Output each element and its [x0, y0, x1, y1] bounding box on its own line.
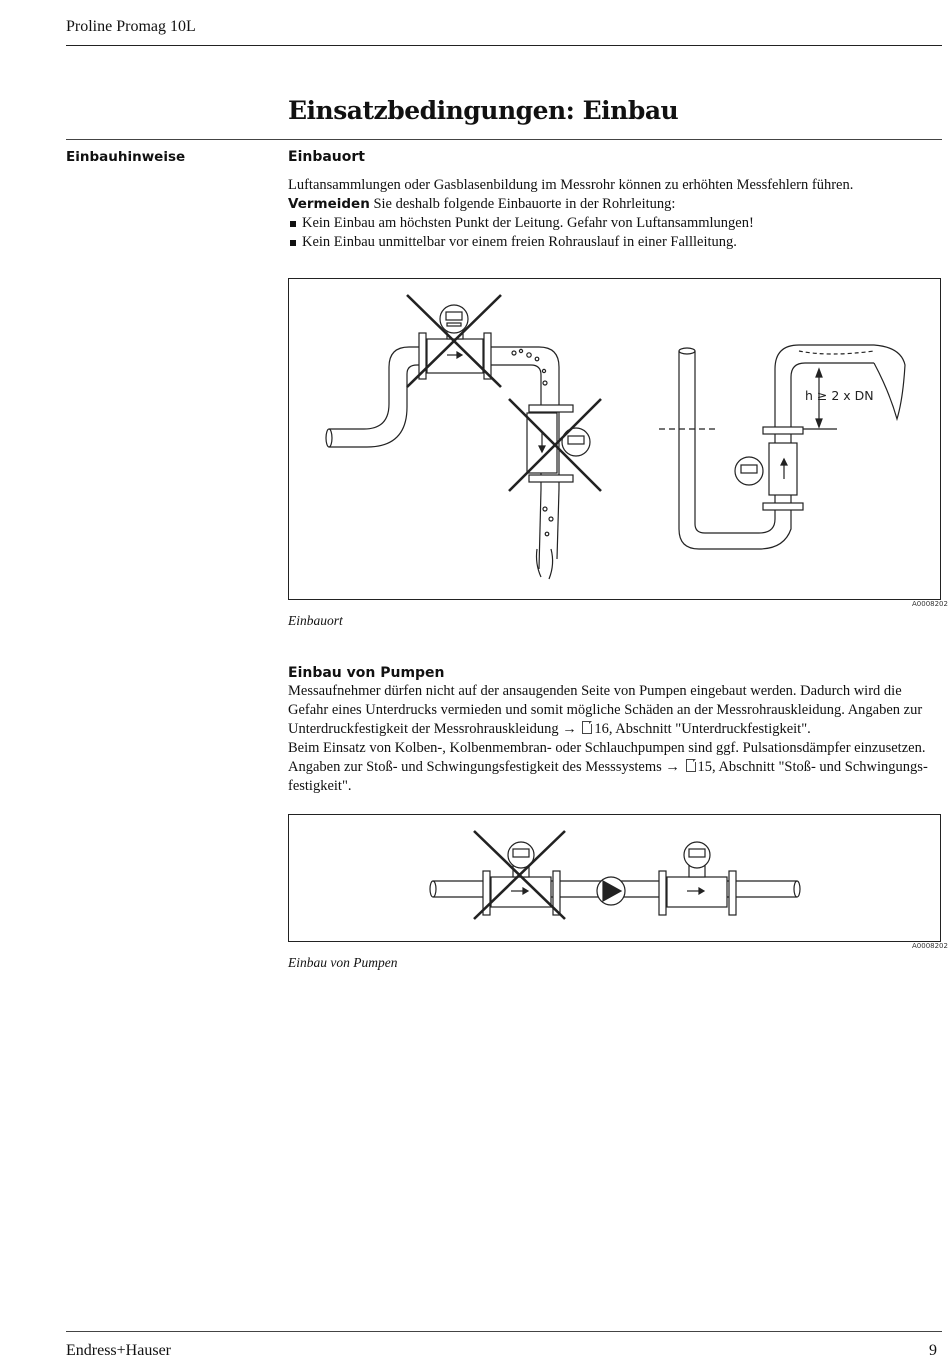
p1-ref[interactable]: 16, Abschnitt "Unterdruckfestigkeit". [594, 721, 811, 737]
pumpen-paragraph-3 [288, 758, 944, 796]
figure-code-pumpen: A0008202 [912, 942, 948, 950]
p3-ref[interactable]: 15, Abschnitt "Stoß- und Schwingungs-festigkeit". [288, 759, 928, 794]
avoid-paragraph [288, 195, 944, 214]
page-ref-icon [686, 759, 696, 772]
page-title: Einsatzbedingungen: Einbau [288, 96, 679, 125]
footer-rule [66, 1331, 942, 1332]
ref-arrow: → [562, 721, 577, 737]
section2-body [288, 682, 944, 796]
pumpen-paragraph-2: Beim Einsatz von Kolben-, Kolbenmembran- oder Schlauchpumpen sind ggf. Pulsationsdämpfer einzusetzen. [288, 740, 926, 756]
footer-company: Endress+Hauser [66, 1342, 171, 1359]
bullet-item: Kein Einbau am höchsten Punkt der Leitung. Gefahr von Luftansammlungen! [288, 214, 944, 233]
pumpen-paragraph-1 [288, 682, 944, 739]
pumpen-diagram [289, 815, 940, 941]
avoid-rest: Sie deshalb folgende Einbauorte in der Rohrleitung: [369, 196, 676, 212]
figure-pumpen [288, 814, 941, 942]
page-ref-icon [582, 721, 592, 734]
section1-body [288, 176, 944, 252]
figure-caption-einbauort: Einbauort [288, 613, 343, 628]
figure-caption-pumpen: Einbau von Pumpen [288, 955, 398, 970]
height-label: h ≥ 2 x DN [805, 388, 874, 403]
title-rule [66, 139, 942, 140]
running-header: Proline Promag 10L [66, 18, 196, 35]
avoid-bold: Vermeiden [288, 196, 370, 212]
p1-text: Messaufnehmer dürfen nicht auf der ansaugenden Seite von Pumpen eingebaut werden. Dadurch wird die Gefahr eines Unterdrucks vermieden und somit mögliche Schäden an der Messrohrauskleidung. Angaben zur Unterdruckfestigkeit der Messrohrauskleidung [288, 683, 923, 737]
sidebar-label: Einbauhinweise [66, 149, 186, 165]
einbauort-diagram [289, 279, 940, 599]
p3-text: Angaben zur Stoß- und Schwingungsfestigkeit des Messsystems [288, 759, 662, 775]
intro-paragraph: Luftansammlungen oder Gasblasenbildung im Messrohr können zu erhöhten Messfehlern führen. [288, 177, 854, 193]
section-heading-pumpen: Einbau von Pumpen [288, 665, 445, 681]
figure-code-einbauort: A0008202 [912, 600, 948, 608]
page-number: 9 [929, 1342, 937, 1359]
bullet-item: Kein Einbau unmittelbar vor einem freien Rohrauslauf in einer Fallleitung. [288, 233, 944, 252]
ref-arrow: → [665, 759, 680, 775]
header-rule [66, 45, 942, 46]
figure-einbauort [288, 278, 941, 600]
section-heading-einbauort: Einbauort [288, 149, 365, 165]
